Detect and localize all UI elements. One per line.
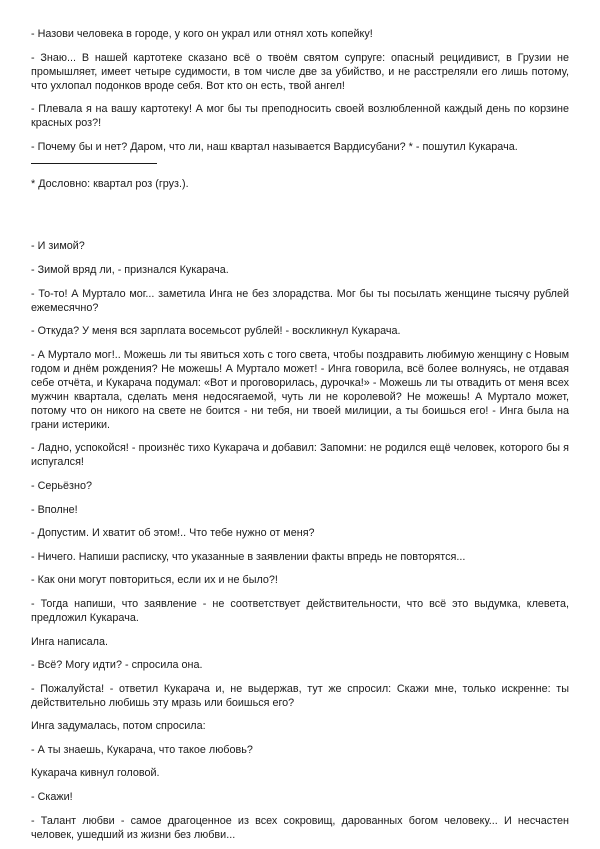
footnote: * Дословно: квартал роз (груз.). bbox=[31, 178, 189, 191]
paragraph: - А ты знаешь, Кукарача, что такое любовь? bbox=[31, 743, 253, 756]
paragraph: - Как они могут повториться, если их и не было?! bbox=[31, 574, 278, 587]
paragraph: - Вполне! bbox=[31, 503, 78, 516]
footnote-separator bbox=[31, 163, 157, 164]
paragraph: - А Муртало мог!.. Можешь ли ты явиться хоть с того света, чтобы поздравить любимую женщину с Новым годом и днём рождения? Не можешь! А Муртало может! - Инга говорила, всё более волнуясь, не отдавая себе отчёта, и Кукарача подумал: «Вот и проговорилась, дурочка!» - Можешь ли ты отвадить от меня всех мужчин квартала, сделать меня недосягаемой, чуть ли не королевой? Не можешь! А Муртало может, потому что он никого на свете не боится - ни тебя, ни твоей милиции, а ты боишься его! - Инга была на грани истерики. bbox=[31, 348, 569, 431]
paragraph: - Почему бы и нет? Даром, что ли, наш квартал называется Вардисубани? * - пошутил Кукарача. bbox=[31, 140, 518, 153]
paragraph: - Допустим. И хватит об этом!.. Что тебе нужно от меня? bbox=[31, 527, 315, 540]
paragraph: - И зимой? bbox=[31, 240, 85, 253]
paragraph: - Зимой вряд ли, - признался Кукарача. bbox=[31, 263, 229, 276]
paragraph: - Откуда? У меня вся зарплата восемьсот рублей! - воскликнул Кукарача. bbox=[31, 325, 401, 338]
paragraph: - Серьёзно? bbox=[31, 479, 92, 492]
paragraph: Инга написала. bbox=[31, 635, 108, 648]
paragraph: - Пожалуйста! - ответил Кукарача и, не выдержав, тут же спросил: Скажи мне, только искренне: ты действительно любишь эту мразь или боишься его? bbox=[31, 682, 569, 709]
paragraph: - Ничего. Напиши расписку, что указанные в заявлении факты впредь не повторятся... bbox=[31, 550, 466, 563]
paragraph: - Скажи! bbox=[31, 791, 73, 804]
paragraph: - Ладно, успокойся! - произнёс тихо Кукарача и добавил: Запомни: не родился ещё человек, которого бы я испугался! bbox=[31, 442, 569, 469]
paragraph: - То-то! А Муртало мог... заметила Инга не без злорадства. Мог бы ты посылать женщине тысячу рублей ежемесячно? bbox=[31, 287, 569, 314]
paragraph: Инга задумалась, потом спросила: bbox=[31, 720, 206, 733]
paragraph: - Плевала я на вашу картотеку! А мог бы ты преподносить своей возлюбленной каждый день по корзине красных роз?! bbox=[31, 103, 569, 130]
paragraph: - Талант любви - самое драгоценное из всех сокровищ, дарованных богом человеку... И несчастен человек, ушедший из жизни без любви... bbox=[31, 814, 569, 841]
paragraph: - Знаю... В нашей картотеке сказано всё о твоём святом супруге: опасный рецидивист, в Грузии не промышляет, имеет четыре судимости, в том числе две за убийство, и не расстреляли его лишь потому, что ухлопал подонков вроде себя. Вот кто он есть, твой ангел! bbox=[31, 51, 569, 92]
paragraph: - Назови человека в городе, у кого он украл или отнял хоть копейку! bbox=[31, 28, 373, 40]
paragraph: Кукарача кивнул головой. bbox=[31, 767, 160, 780]
paragraph: - Всё? Могу идти? - спросила она. bbox=[31, 659, 203, 672]
paragraph: - Тогда напиши, что заявление - не соответствует действительности, что всё это выдумка, клевета, предложил Кукарача. bbox=[31, 597, 569, 624]
